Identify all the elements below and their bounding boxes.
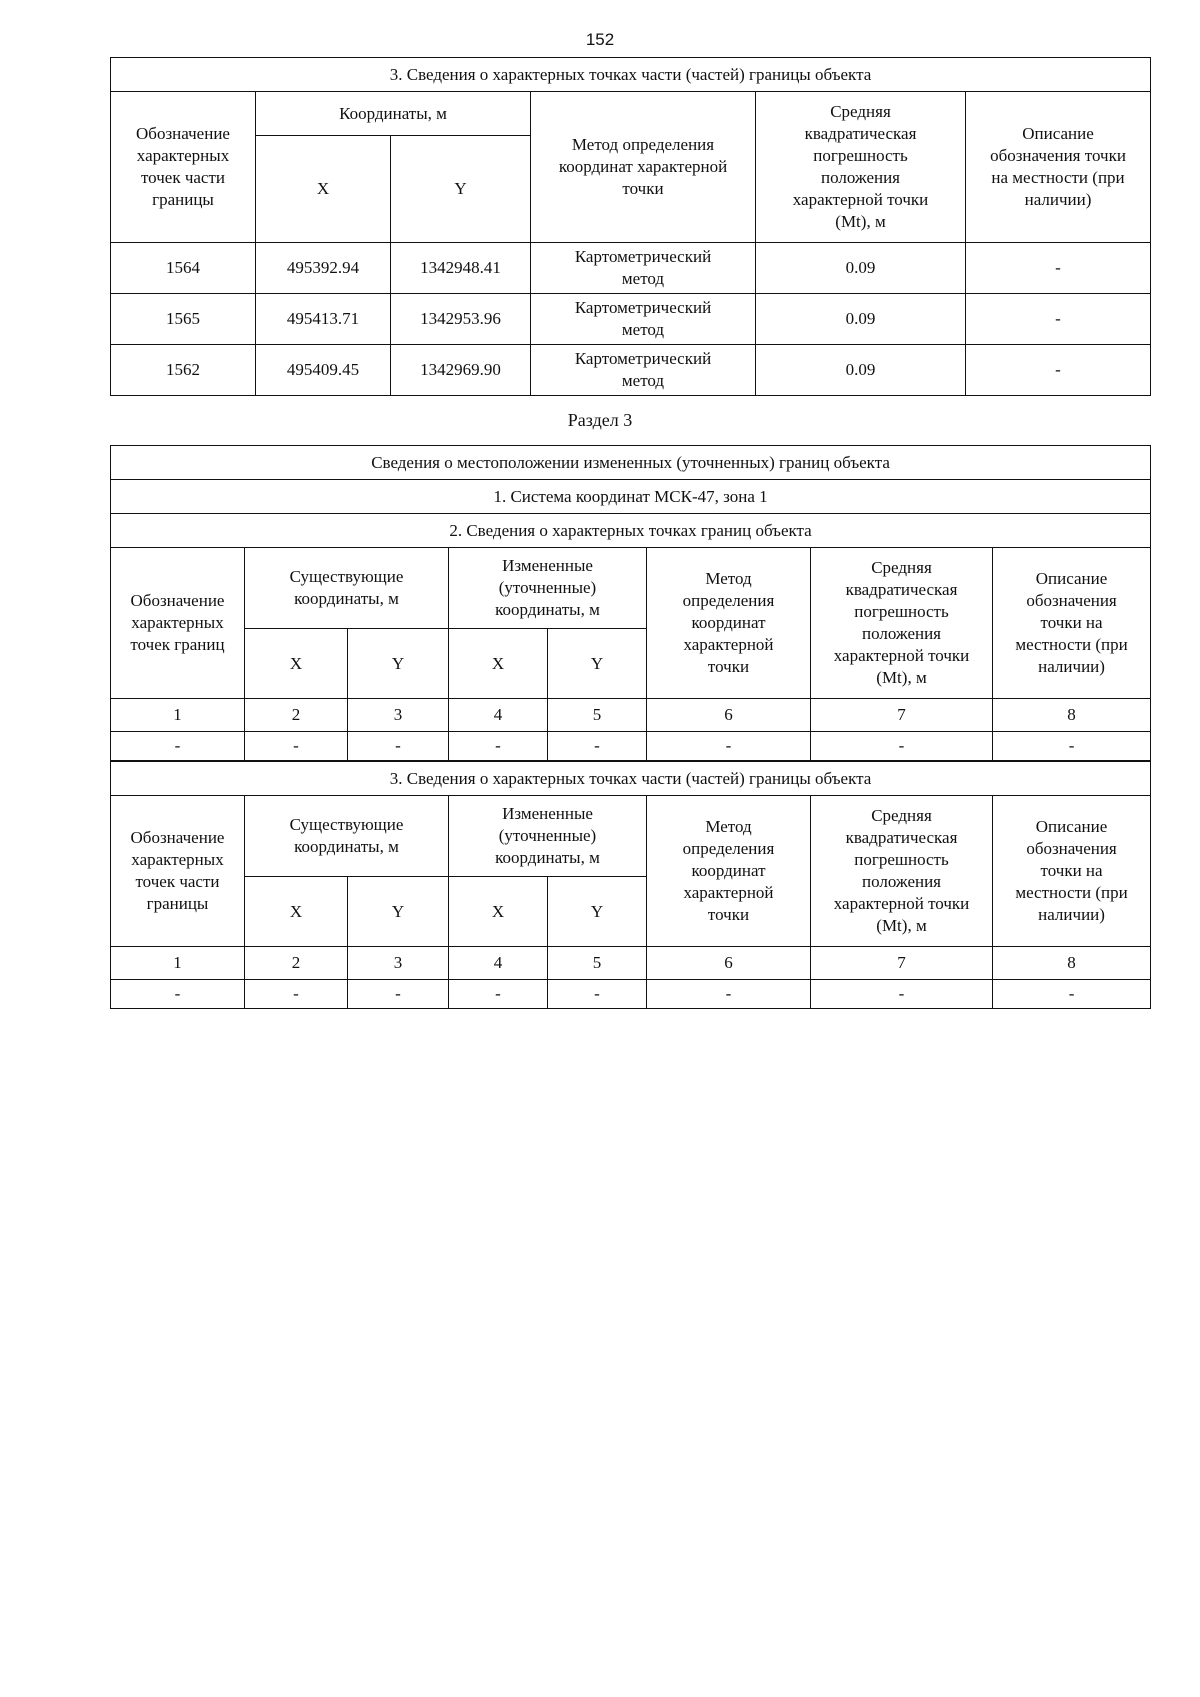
- part-boundary-points-table: [110, 57, 1151, 396]
- column-number: 2: [245, 699, 348, 732]
- cell-method: Картометрический метод: [531, 345, 756, 396]
- table-row: [111, 345, 1151, 396]
- header-existing-coordinates: Существующие координаты, м: [245, 548, 449, 629]
- column-number: 5: [548, 699, 647, 732]
- empty-cell: -: [111, 732, 245, 762]
- cell-y: 1342969.90: [391, 345, 531, 396]
- empty-cell: -: [647, 732, 811, 762]
- column-number: 7: [811, 699, 993, 732]
- column-number: 8: [993, 947, 1151, 980]
- cell-y: 1342948.41: [391, 243, 531, 294]
- column-number: 7: [811, 947, 993, 980]
- cell-description: -: [966, 294, 1151, 345]
- cell-method: Картометрический метод: [531, 294, 756, 345]
- header-existing-x: X: [245, 629, 348, 699]
- page-number: 152: [585, 30, 615, 49]
- cell-point: 1564: [111, 243, 256, 294]
- column-number: 6: [647, 699, 811, 732]
- header-changed-coordinates: Измененные (уточненные) координаты, м: [449, 796, 647, 877]
- empty-cell: -: [449, 980, 548, 1009]
- empty-cell: -: [245, 980, 348, 1009]
- header-existing-y: Y: [348, 877, 449, 947]
- column-number: 2: [245, 947, 348, 980]
- column-number: 5: [548, 947, 647, 980]
- column-number: 8: [993, 699, 1151, 732]
- empty-cell: -: [245, 732, 348, 762]
- header-changed-x: X: [449, 629, 548, 699]
- header-coordinates: Координаты, м: [256, 92, 531, 136]
- table-row: [111, 243, 1151, 294]
- changed-boundaries-table: [110, 445, 1151, 1009]
- cell-point: 1562: [111, 345, 256, 396]
- header-point-description: Описание обозначения точки на местности (при наличии): [993, 796, 1151, 947]
- table-title: 3. Сведения о характерных точках части (частей) границы объекта: [111, 58, 1151, 92]
- cell-x: 495413.71: [256, 294, 391, 345]
- header-changed-coordinates: Измененные (уточненные) координаты, м: [449, 548, 647, 629]
- cell-error: 0.09: [756, 345, 966, 396]
- header-x: X: [256, 136, 391, 243]
- column-number: 1: [111, 699, 245, 732]
- cell-y: 1342953.96: [391, 294, 531, 345]
- column-number-row: [111, 947, 1151, 980]
- column-number: 3: [348, 699, 449, 732]
- header-point-description: Описание обозначения точки на местности (при наличии): [993, 548, 1151, 699]
- empty-cell: -: [548, 732, 647, 762]
- header-changed-x: X: [449, 877, 548, 947]
- column-number: 4: [449, 947, 548, 980]
- header-mean-square-error: Средняя квадратическая погрешность положения характерной точки (Mt), м: [756, 92, 966, 243]
- section-heading: Раздел 3: [567, 410, 633, 430]
- empty-cell: -: [449, 732, 548, 762]
- empty-cell: -: [993, 980, 1151, 1009]
- header-point-designation: Обозначение характерных точек границ: [111, 548, 245, 699]
- column-number: 6: [647, 947, 811, 980]
- table-title: Сведения о местоположении измененных (уточненных) границ объекта: [111, 446, 1151, 480]
- cell-point: 1565: [111, 294, 256, 345]
- header-point-description: Описание обозначения точки на местности (при наличии): [966, 92, 1151, 243]
- header-existing-y: Y: [348, 629, 449, 699]
- empty-cell: -: [647, 980, 811, 1009]
- table-row: [111, 294, 1151, 345]
- cell-x: 495392.94: [256, 243, 391, 294]
- header-method: Метод определения координат характерной точки: [531, 92, 756, 243]
- empty-cell: -: [111, 980, 245, 1009]
- empty-cell: -: [548, 980, 647, 1009]
- cell-method: Картометрический метод: [531, 243, 756, 294]
- empty-cell: -: [348, 732, 449, 762]
- cell-error: 0.09: [756, 294, 966, 345]
- subsection-title: 3. Сведения о характерных точках части (частей) границы объекта: [111, 761, 1151, 796]
- column-number: 3: [348, 947, 449, 980]
- header-point-designation: Обозначение характерных точек части границы: [111, 92, 256, 243]
- header-mean-square-error: Средняя квадратическая погрешность положения характерной точки (Mt), м: [811, 548, 993, 699]
- header-method: Метод определения координат характерной точки: [647, 548, 811, 699]
- empty-cell: -: [811, 732, 993, 762]
- empty-cell: -: [993, 732, 1151, 762]
- empty-cell: -: [811, 980, 993, 1009]
- cell-description: -: [966, 243, 1151, 294]
- header-existing-coordinates: Существующие координаты, м: [245, 796, 449, 877]
- column-number-row: [111, 699, 1151, 732]
- header-existing-x: X: [245, 877, 348, 947]
- header-point-designation: Обозначение характерных точек части границы: [111, 796, 245, 947]
- table-row: [111, 980, 1151, 1009]
- subsection-title: 2. Сведения о характерных точках границ объекта: [111, 514, 1151, 548]
- cell-error: 0.09: [756, 243, 966, 294]
- header-mean-square-error: Средняя квадратическая погрешность положения характерной точки (Mt), м: [811, 796, 993, 947]
- empty-cell: -: [348, 980, 449, 1009]
- header-y: Y: [391, 136, 531, 243]
- cell-x: 495409.45: [256, 345, 391, 396]
- header-changed-y: Y: [548, 877, 647, 947]
- header-method: Метод определения координат характерной точки: [647, 796, 811, 947]
- table-row: [111, 732, 1151, 762]
- column-number: 4: [449, 699, 548, 732]
- column-number: 1: [111, 947, 245, 980]
- header-changed-y: Y: [548, 629, 647, 699]
- coordinate-system-row: 1. Система координат МСК-47, зона 1: [111, 480, 1151, 514]
- cell-description: -: [966, 345, 1151, 396]
